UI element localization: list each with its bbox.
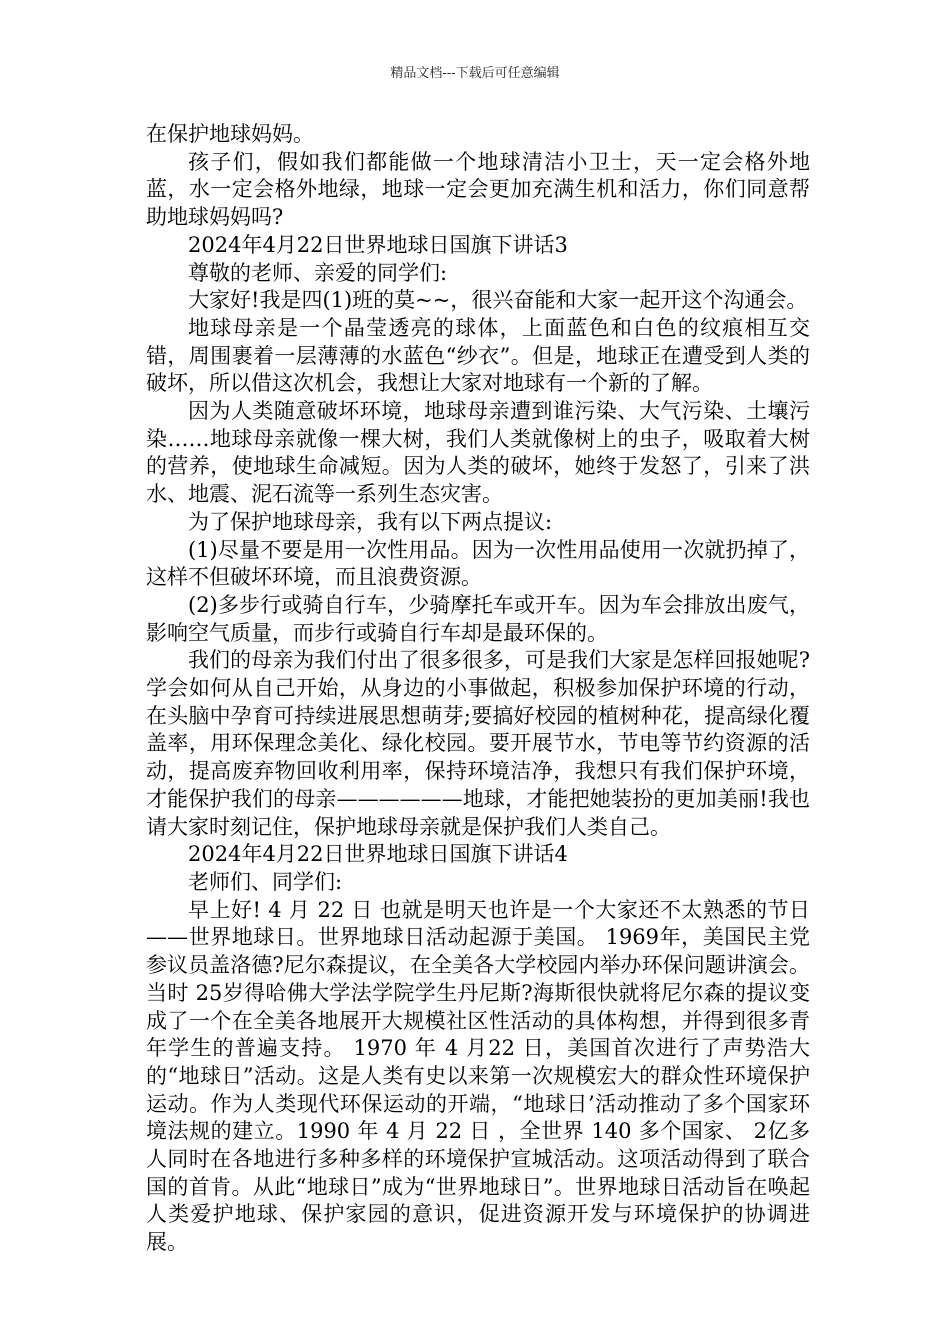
paragraph: 孩子们，假如我们都能做一个地球清洁小卫士，天一定会格外地蓝，水一定会格外地绿，地球一定会更加充满生机和活力，你们同意帮助地球妈妈吗?: [146, 149, 810, 230]
list-item: (1)尽量不要是用一次性用品。因为一次性用品使用一次就扔掉了，这样不但破坏环境，而且浪费资源。: [146, 537, 810, 590]
paragraph: 大家好!我是四(1)班的莫~~，很兴奋能和大家一起开这个沟通会。: [188, 288, 808, 313]
speech-heading: 2024年4月22日世界地球日国旗下讲话3: [188, 232, 568, 257]
speech-heading: 2024年4月22日世界地球日国旗下讲话4: [188, 842, 568, 867]
paragraph: 我们的母亲为我们付出了很多很多，可是我们大家是怎样回报她呢?学会如何从自己开始，从身边的小事做起，积极参加保护环境的行动，在头脑中孕育可持续进展思想萌芽;要搞好校园的植树种花，提高绿化覆盖率，用环保理念美化、绿化校园。要开展节水，节电等节约资源的活动，提高废弃物回收利用率，保持环境洁净，我想只有我们保护环境，才能保护我们的母亲——————地球，才能把她装扮的更加美丽!我也请大家时刻记住，保护地球母亲就是保护我们人类自己。: [146, 648, 810, 839]
paragraph: 地球母亲是一个晶莹透亮的球体，上面蓝色和白色的纹痕相互交错，周围裹着一层薄薄的水蓝色“纱衣”。但是，地球正在遭受到人类的破坏，所以借这次机会，我想让大家对地球有一个新的了解。: [146, 315, 810, 396]
paragraph: 早上好! 4 月 22 日 也就是明天也许是一个大家还不太熟悉的节日——世界地球日。世界地球日活动起源于美国。 1969年，美国民主党参议员盖洛德?尼尔森提议，在全美各大学校园内举办环保问题讲演会。当时 25岁得哈佛大学法学院学生丹尼斯?海斯很快就将尼尔森的提议变成了一个在全美各地展开大规模社区性活动的具体构想，并得到很多青年学生的普遍支持。 1970 年 4 月22 日，美国首次进行了声势浩大的“地球日”活动。这是人类有史以来第一次规模宏大的群众性环境保护运动。作为人类现代环保运动的开端，“地球日’活动推动了多个国家环境法规的建立。1990 年 4 月 22 日 ，全世界 140 多个国家、 2亿多人同时在各地进行多种多样的环境保护宣城活动。这项活动得到了联合国的首肯。从此“地球日”成为“世界地球日”。世界地球日活动旨在唤起人类爱护地球、保护家园的意识，促进资源开发与环境保护的协调进展。: [146, 897, 810, 1255]
paragraph: 在保护地球妈妈。: [146, 122, 314, 146]
page-header: 精品文档---下载后可任意编辑: [390, 66, 560, 81]
salutation: 老师们、同学们:: [188, 869, 343, 894]
list-item: (2)多步行或骑自行车，少骑摩托车或开车。因为车会排放出废气，影响空气质量，而步行或骑自行车却是最环保的。: [146, 592, 810, 645]
paragraph: 为了保护地球母亲，我有以下两点提议:: [188, 509, 553, 534]
salutation: 尊敬的老师、亲爱的同学们:: [188, 260, 448, 285]
body-text: [146, 121, 810, 1257]
paragraph: 因为人类随意破坏环境，地球母亲遭到谁污染、大气污染、土壤污染……地球母亲就像一棵大树，我们人类就像树上的虫子，吸取着大树的营养，使地球生命减短。因为人类的破坏，她终于发怒了，引来了洪水、地震、泥石流等一系列生态灾害。: [146, 399, 810, 507]
